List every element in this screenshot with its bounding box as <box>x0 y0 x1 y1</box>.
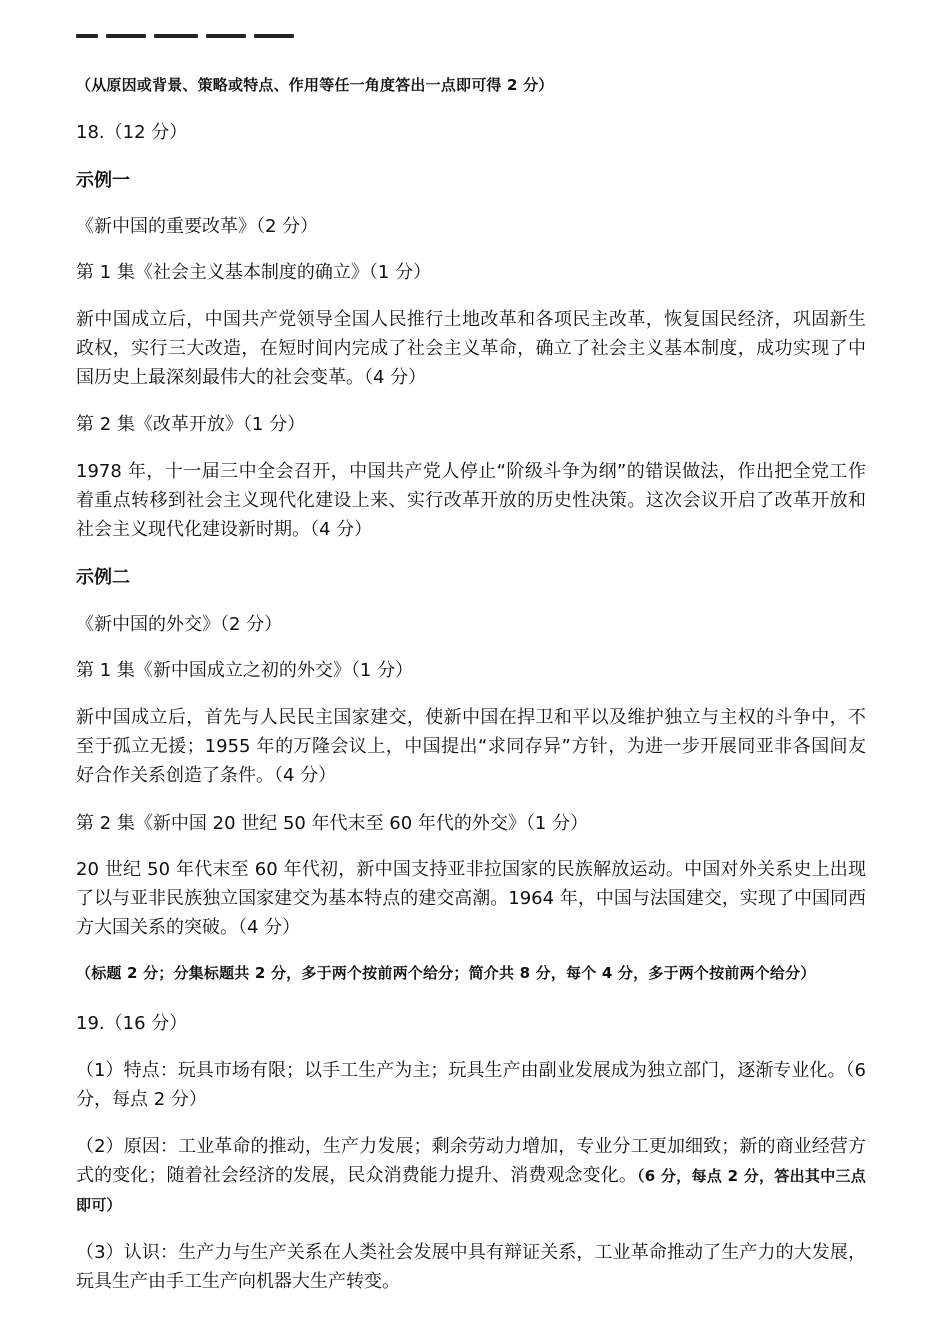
q18-example1-ep1-title: 第 1 集《社会主义基本制度的确立》（1 分） <box>76 262 432 283</box>
q19-part2-main: （2）原因：工业革命的推动，生产力发展；剩余劳动力增加，专业分工更加细致；新的商业经营方式的变化；随着社会经济的发展，民众消费能力提升、消费观念变化。 <box>76 1136 866 1186</box>
q18-example2-ep1-body: 新中国成立后，首先与人民民主国家建交，使新中国在捍卫和平以及维护独立与主权的斗争中，不至于孤立无援；1955 年的万隆会议上，中国提出“求同存异”方针，为进一步开展同亚非各国间友好合作关系创造了条件。（4 分） <box>76 707 866 786</box>
q19-number: 19.（16 分） <box>76 1013 188 1034</box>
q18-example2-ep2-title: 第 2 集《新中国 20 世纪 50 年代末至 60 年代的外交》（1 分） <box>76 813 589 834</box>
q18-example2-ep1-title: 第 1 集《新中国成立之初的外交》（1 分） <box>76 660 414 681</box>
q18-example2-title: 《新中国的外交》（2 分） <box>76 614 283 635</box>
q19-part1: （1）特点：玩具市场有限；以手工生产为主；玩具生产由副业发展成为独立部门，逐渐专业化。（6 分，每点 2 分） <box>76 1060 866 1110</box>
q19-part3: （3）认识：生产力与生产关系在人类社会发展中具有辩证关系，工业革命推动了生产力的大发展，玩具生产由手工生产向机器大生产转变。 <box>76 1242 866 1292</box>
q18-example2-label: 示例二 <box>76 567 130 588</box>
q19-part2 <box>76 1132 866 1219</box>
q17-scoring-note: （从原因或背景、策略或特点、作用等任一角度答出一点即可得 2 分） <box>76 76 554 94</box>
q18-scoring-note: （标题 2 分；分集标题共 2 分，多于两个按前两个给分；简介共 8 分，每个 4 分，多于两个按前两个给分） <box>76 964 816 982</box>
q18-number: 18.（12 分） <box>76 122 188 143</box>
q18-example2-ep2-body: 20 世纪 50 年代末至 60 年代初，新中国支持亚非拉国家的民族解放运动。中国对外关系史上出现了以与亚非民族独立国家建交为基本特点的建交高潮。1964 年，中国与法国建交，实现了中国同西方大国关系的突破。（4 分） <box>76 859 866 938</box>
truncated-text-line <box>76 30 296 40</box>
q18-example1-title: 《新中国的重要改革》（2 分） <box>76 216 319 237</box>
q18-example1-label: 示例一 <box>76 170 130 191</box>
q19-part2-note: （6 分，每点 2 分，答出其中三点即可） <box>76 1167 866 1214</box>
q18-example1-ep2-body: 1978 年，十一届三中全会召开，中国共产党人停止“阶级斗争为纲”的错误做法，作出把全党工作着重点转移到社会主义现代化建设上来、实行改革开放的历史性决策。这次会议开启了改革开放和社会主义现代化建设新时期。（4 分） <box>76 461 866 540</box>
q18-example1-ep2-title: 第 2 集《改革开放》（1 分） <box>76 414 306 435</box>
q18-example1-ep1-body: 新中国成立后，中国共产党领导全国人民推行土地改革和各项民主改革，恢复国民经济，巩固新生政权，实行三大改造，在短时间内完成了社会主义革命，确立了社会主义基本制度，成功实现了中国历史上最深刻最伟大的社会变革。（4 分） <box>76 309 866 388</box>
